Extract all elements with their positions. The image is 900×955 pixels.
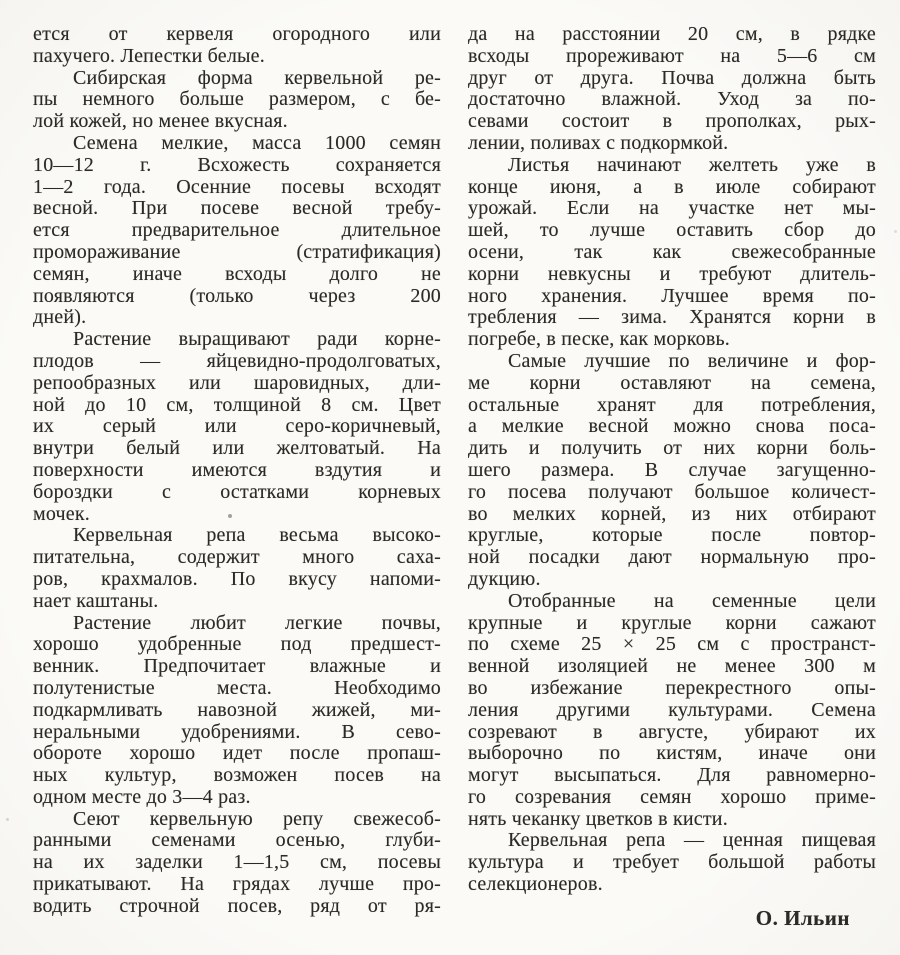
scan-speck bbox=[228, 514, 232, 518]
text-line: венной изоляцией не менее 300 м bbox=[468, 655, 876, 678]
text-line: нает каштаны. bbox=[33, 589, 159, 612]
text-line: корни невкусны и требуют длитель- bbox=[468, 262, 876, 285]
text-line: шего размера. В случае загущенно- bbox=[468, 458, 876, 481]
text-line: одном месте до 3—4 раз. bbox=[33, 785, 251, 808]
text-line: Сибирская форма кервельной ре- bbox=[73, 66, 441, 89]
paragraph bbox=[468, 830, 876, 895]
text-line: лении, поливах с подкормкой. bbox=[468, 131, 729, 154]
scan-speck bbox=[894, 230, 897, 233]
text-line: ных культур, возможен посев на bbox=[33, 764, 441, 787]
text-line: репообразных или шаровидных, дли- bbox=[33, 371, 441, 394]
text-line: полутенистые места. Необходимо bbox=[33, 676, 441, 699]
right-column bbox=[468, 24, 876, 931]
text-line: а мелкие весной можно снова поса- bbox=[468, 415, 876, 438]
paragraph bbox=[33, 329, 441, 525]
paragraph bbox=[468, 24, 876, 155]
text-line: ной до 10 см, толщиной 8 см. Цвет bbox=[33, 393, 441, 416]
text-line: неральными удобрениями. В сево- bbox=[33, 720, 441, 743]
text-line: дить и получить от них корни боль- bbox=[468, 437, 876, 460]
text-line: Семена мелкие, масса 1000 семян bbox=[73, 131, 441, 154]
text-line: Кервельная репа — ценная пищевая bbox=[508, 829, 876, 852]
text-line: их серый или серо-коричневый, bbox=[33, 415, 441, 438]
text-line: поверхности имеются вздутия и bbox=[33, 458, 441, 481]
text-line: ного хранения. Лучшее время по- bbox=[468, 284, 876, 307]
text-line: дукцию. bbox=[468, 567, 541, 590]
text-line: ется предварительное длительное bbox=[33, 219, 441, 242]
paragraph bbox=[468, 351, 876, 591]
text-line: селекционеров. bbox=[468, 873, 603, 896]
text-line: ранными семенами осенью, глуби- bbox=[33, 829, 441, 852]
text-line: Отобранные на семенные цели bbox=[508, 589, 876, 612]
text-line: Листья начинают желтеть уже в bbox=[508, 153, 876, 176]
text-line: промораживание (стратификация) bbox=[33, 240, 441, 263]
text-line: обороте хорошо идет после пропаш- bbox=[33, 742, 441, 765]
text-line: да на расстоянии 20 см, в рядке bbox=[468, 23, 876, 45]
text-line: Самые лучшие по величине и фор- bbox=[508, 349, 876, 372]
text-line: могут высыпаться. Для равномерно- bbox=[468, 764, 876, 787]
scan-speck bbox=[6, 818, 9, 821]
text-line: ме корни оставляют на семена, bbox=[468, 371, 876, 394]
text-line: крупные и круглые корни сажают bbox=[468, 611, 876, 634]
text-line: весной. При посеве весной требу- bbox=[33, 197, 441, 220]
text-line: появляются (только через 200 bbox=[33, 284, 441, 307]
text-line: бороздки с остатками корневых bbox=[33, 480, 441, 503]
text-line: дней). bbox=[33, 306, 87, 329]
text-line: во избежание перекрестного опы- bbox=[468, 676, 876, 699]
text-line: урожай. Если на участке нет мы- bbox=[468, 197, 876, 220]
text-line: достаточно влажной. Уход за по- bbox=[468, 88, 876, 111]
text-line: круглые, которые после повтор- bbox=[468, 524, 876, 547]
text-line: плодов — яйцевидно-продолговатых, bbox=[33, 349, 441, 372]
text-line: ется от кервеля огородного или bbox=[33, 23, 441, 45]
paragraph bbox=[33, 24, 441, 68]
article-body bbox=[33, 24, 876, 931]
text-line: го созревания семян хорошо приме- bbox=[468, 785, 876, 808]
paragraph bbox=[33, 133, 441, 329]
text-line: конце июня, а в июле собирают bbox=[468, 175, 876, 198]
text-line: мочек. bbox=[33, 502, 90, 525]
text-line: прикатывают. На грядах лучше про- bbox=[33, 873, 441, 896]
text-line: внутри белый или желтоватый. На bbox=[33, 437, 441, 460]
paragraph bbox=[33, 809, 441, 918]
text-line: подкармливать навозной жижей, ми- bbox=[33, 698, 441, 721]
text-line: пахучего. Лепестки белые. bbox=[33, 44, 265, 67]
text-line: ления другими культурами. Семена bbox=[468, 698, 876, 721]
text-line: погребе, в песке, как морковь. bbox=[468, 328, 730, 351]
text-line: по схеме 25 × 25 см с пространст- bbox=[468, 633, 876, 656]
text-line: друг от друга. Почва должна быть bbox=[468, 66, 876, 89]
text-line: требления — зима. Хранятся корни в bbox=[468, 306, 876, 329]
text-line: ров, крахмалов. По вкусу напоми- bbox=[33, 567, 441, 590]
text-line: культура и требует большой работы bbox=[468, 851, 876, 874]
text-line: семян, иначе всходы долго не bbox=[33, 262, 441, 285]
text-line: водить строчной посев, ряд от ря- bbox=[33, 894, 441, 917]
text-line: 1—2 года. Осенние посевы всходят bbox=[33, 175, 441, 198]
text-line: 10—12 г. Всхожесть сохраняется bbox=[33, 153, 441, 176]
text-line: севами состоит в прополках, рых- bbox=[468, 110, 876, 133]
text-line: ной посадки дают нормальную про- bbox=[468, 546, 876, 569]
text-line: Кервельная репа весьма высоко- bbox=[73, 524, 441, 547]
text-line: созревают в августе, убирают их bbox=[468, 720, 876, 743]
text-line: нять чеканку цветков в кисти. bbox=[468, 807, 728, 830]
paragraph bbox=[468, 591, 876, 831]
text-line: выборочно по кистям, иначе они bbox=[468, 742, 876, 765]
text-line: осени, так как свежесобранные bbox=[468, 240, 876, 263]
text-line: Сеют кервельную репу свежесоб- bbox=[73, 807, 441, 830]
paragraph bbox=[468, 155, 876, 351]
text-line: шей, то лучше оставить сбор до bbox=[468, 219, 876, 242]
paragraph bbox=[33, 525, 441, 612]
paragraph bbox=[33, 613, 441, 809]
text-line: всходы прореживают на 5—6 см bbox=[468, 44, 876, 67]
text-line: Растение любит легкие почвы, bbox=[73, 611, 441, 634]
text-line: Растение выращивают ради корне- bbox=[73, 328, 441, 351]
author-signature: О. Ильин bbox=[755, 905, 850, 930]
text-line: пы немного больше размером, с бе- bbox=[33, 88, 441, 111]
text-line: питательна, содержит много саха- bbox=[33, 546, 441, 569]
paragraph bbox=[33, 68, 441, 133]
text-line: на их заделки 1—1,5 см, посевы bbox=[33, 851, 441, 874]
text-line: остальные хранят для потребления, bbox=[468, 393, 876, 416]
text-line: лой кожей, но менее вкусная. bbox=[33, 110, 288, 133]
text-line: венник. Предпочитает влажные и bbox=[33, 655, 441, 678]
text-line: го посева получают большое количест- bbox=[468, 480, 876, 503]
text-line: во мелких корней, из них отбирают bbox=[468, 502, 876, 525]
left-column bbox=[33, 24, 441, 931]
text-line: хорошо удобренные под предшест- bbox=[33, 633, 441, 656]
